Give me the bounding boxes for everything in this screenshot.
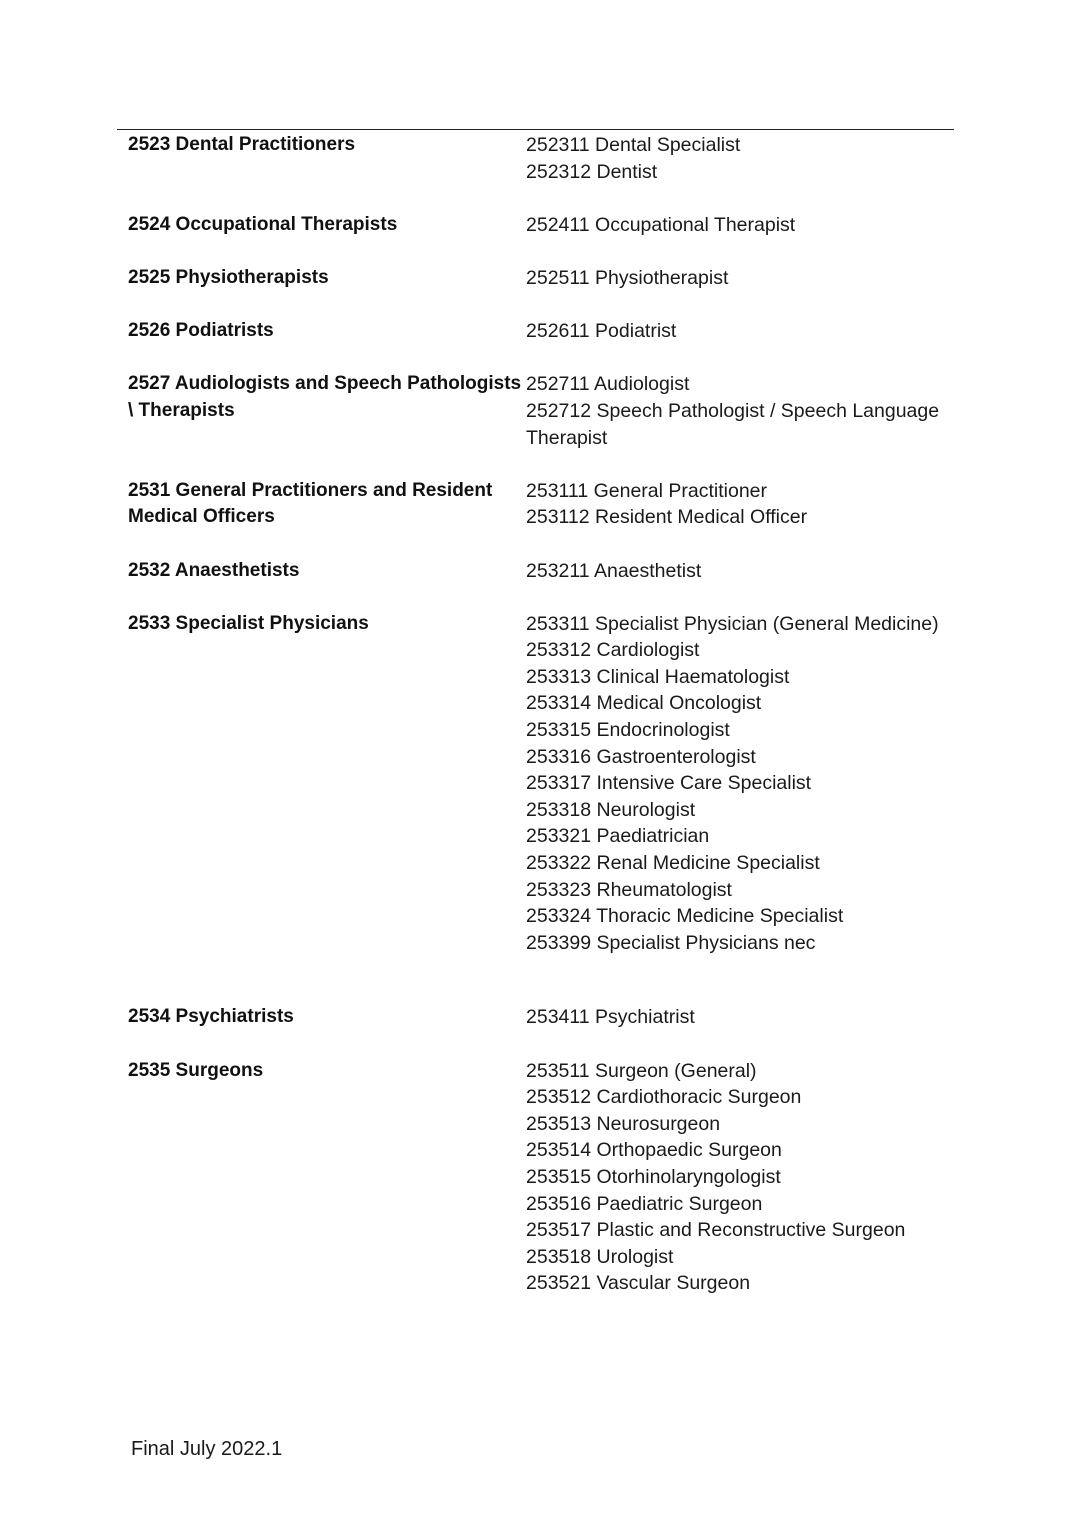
occupation-group bbox=[128, 451, 954, 531]
occupation-item: 253511 Surgeon (General) bbox=[526, 1059, 757, 1082]
occupation-groups-table bbox=[128, 132, 954, 1297]
occupation-item: 253321 Paediatrician bbox=[526, 825, 710, 848]
occupation-item: 253521 Vascular Surgeon bbox=[526, 1272, 751, 1295]
occupation-item: 253411 Psychiatrist bbox=[526, 1006, 695, 1029]
occupation-group bbox=[128, 584, 954, 956]
occupation-item: 252712 Speech Pathologist / Speech Language Therapist bbox=[526, 399, 940, 449]
occupation-item: 253314 Medical Oncologist bbox=[526, 692, 762, 715]
occupation-item: 252511 Physiotherapist bbox=[526, 266, 729, 289]
occupation-item: 253311 Specialist Physician (General Medicine) bbox=[526, 612, 939, 635]
occupation-group bbox=[128, 1031, 954, 1297]
occupation-item: 253112 Resident Medical Officer bbox=[526, 506, 808, 529]
occupation-item: 253513 Neurosurgeon bbox=[526, 1112, 721, 1135]
occupation-list bbox=[526, 1058, 954, 1297]
group-title: 2532 Anaesthetists bbox=[128, 559, 300, 581]
group-title: 2526 Podiatrists bbox=[128, 320, 274, 342]
occupation-group bbox=[128, 185, 954, 238]
occupation-item: 253518 Urologist bbox=[526, 1245, 674, 1268]
occupation-item: 253111 General Practitioner bbox=[526, 479, 768, 502]
occupation-list bbox=[526, 371, 954, 451]
occupation-list bbox=[526, 318, 954, 345]
occupation-group bbox=[128, 531, 954, 584]
top-divider bbox=[117, 129, 954, 130]
occupation-list bbox=[526, 478, 954, 531]
footer-version: Final July 2022.1 bbox=[131, 1438, 283, 1460]
occupation-list bbox=[526, 558, 954, 585]
occupation-item: 253322 Renal Medicine Specialist bbox=[526, 852, 820, 875]
occupation-group bbox=[128, 132, 954, 185]
occupation-group bbox=[128, 345, 954, 451]
group-title: 2535 Surgeons bbox=[128, 1059, 264, 1081]
occupation-item: 253316 Gastroenterologist bbox=[526, 745, 756, 768]
occupation-item: 253313 Clinical Haematologist bbox=[526, 665, 790, 688]
occupation-item: 252311 Dental Specialist bbox=[526, 134, 741, 156]
occupation-list bbox=[526, 265, 954, 292]
occupation-item: 253515 Otorhinolaryngologist bbox=[526, 1165, 781, 1188]
group-title: 2524 Occupational Therapists bbox=[128, 213, 398, 235]
occupation-group bbox=[128, 292, 954, 345]
group-title: 2523 Dental Practitioners bbox=[128, 134, 356, 155]
occupation-list bbox=[526, 1004, 954, 1031]
group-title: 2533 Specialist Physicians bbox=[128, 612, 369, 634]
occupation-item: 253512 Cardiothoracic Surgeon bbox=[526, 1086, 802, 1109]
occupation-item: 253211 Anaesthetist bbox=[526, 559, 702, 582]
occupation-item: 253324 Thoracic Medicine Specialist bbox=[526, 905, 844, 928]
occupation-group bbox=[128, 238, 954, 291]
occupation-item: 252611 Podiatrist bbox=[526, 320, 677, 343]
occupation-item: 252312 Dentist bbox=[526, 160, 658, 183]
occupation-item: 253399 Specialist Physicians nec bbox=[526, 931, 816, 954]
occupation-item: 253317 Intensive Care Specialist bbox=[526, 772, 812, 795]
occupation-item: 253315 Endocrinologist bbox=[526, 719, 730, 742]
occupation-list bbox=[526, 212, 954, 239]
group-title: 2525 Physiotherapists bbox=[128, 266, 329, 288]
occupation-list bbox=[526, 611, 954, 957]
occupation-item: 253318 Neurologist bbox=[526, 798, 696, 821]
occupation-item: 253516 Paediatric Surgeon bbox=[526, 1192, 763, 1215]
occupation-item: 252411 Occupational Therapist bbox=[526, 213, 796, 236]
occupation-item: 253323 Rheumatologist bbox=[526, 878, 732, 901]
group-title: 2527 Audiologists and Speech Pathologists \ Therapists bbox=[128, 373, 522, 421]
occupation-item: 253514 Orthopaedic Surgeon bbox=[526, 1139, 782, 1162]
occupation-item: 253517 Plastic and Reconstructive Surgeon bbox=[526, 1219, 906, 1242]
group-title: 2534 Psychiatrists bbox=[128, 1006, 294, 1028]
occupation-group bbox=[128, 956, 954, 1031]
occupation-list bbox=[526, 132, 954, 185]
occupation-item: 253312 Cardiologist bbox=[526, 639, 700, 662]
group-title: 2531 General Practitioners and Resident Medical Officers bbox=[128, 479, 493, 528]
occupation-item: 252711 Audiologist bbox=[526, 373, 690, 396]
